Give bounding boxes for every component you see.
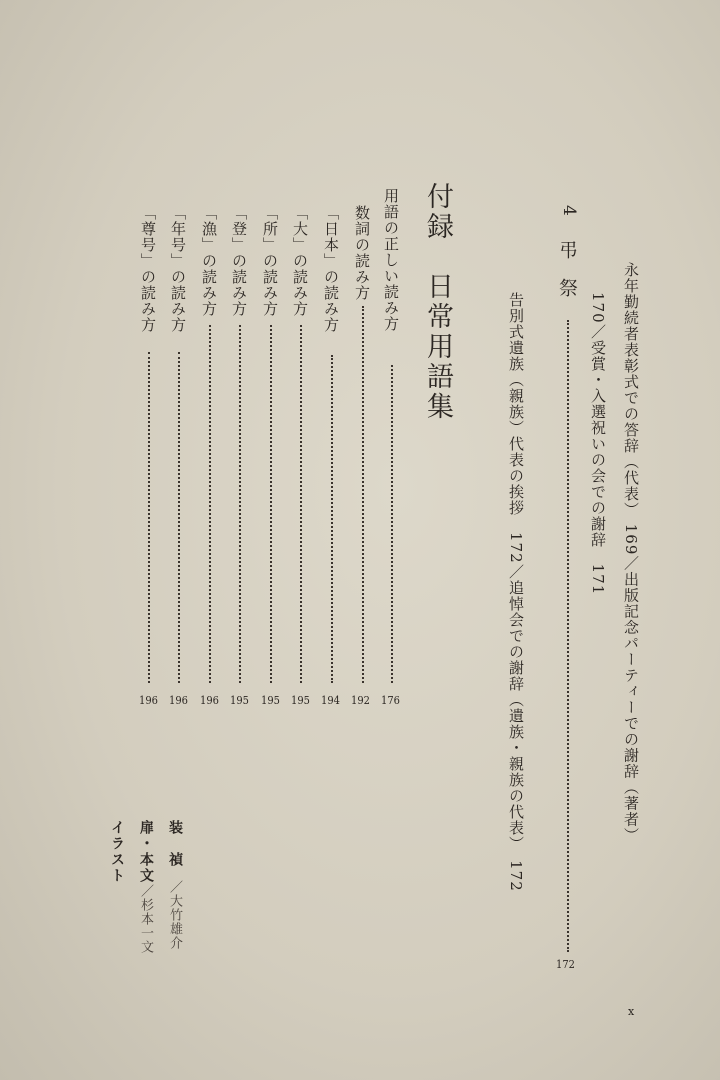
appendix-item-page: 196 <box>139 694 158 707</box>
appendix-item-leader <box>391 365 393 683</box>
appendix-item-label: 「日本」の読み方 <box>322 205 340 333</box>
appendix-item-leader <box>331 355 333 683</box>
section-entry-line-1: 永年勤続者表彰式での答辞（代表） 169／出版記念パーティーでの謝辞（著者） <box>622 262 640 844</box>
appendix-item-page: 195 <box>261 694 280 707</box>
appendix-item-label: 数詞の読み方 <box>353 205 371 301</box>
appendix-item-leader <box>300 325 302 683</box>
appendix-item-label: 「漁」の読み方 <box>200 205 218 317</box>
appendix-item-label: 「大」の読み方 <box>291 205 309 317</box>
section-page-number: 172 <box>556 958 575 971</box>
section-entry-line-3: 告別式遺族（親族）代表の挨拶 172／追悼会での謝辞（遺族・親族の代表） 172 <box>507 292 525 892</box>
appendix-item-label: 「尊号」の読み方 <box>139 205 157 333</box>
appendix-item-label: 用語の正しい読み方 <box>382 188 400 332</box>
section-number: 4 <box>559 205 579 216</box>
section-entry-line-2: 170／受賞・入選祝いの会での謝辞 171 <box>589 292 607 596</box>
appendix-item-page: 192 <box>351 694 370 707</box>
credit-role: 扉・本文 <box>138 820 154 884</box>
appendix-item-leader <box>270 325 272 683</box>
section-leader-dots <box>567 320 569 952</box>
credit-name: ／杉本一文 <box>138 884 153 954</box>
appendix-item-leader <box>362 306 364 683</box>
corner-mark: x <box>628 1005 635 1018</box>
credit-role: 装 禎 <box>167 820 183 868</box>
appendix-item-label: 「登」の読み方 <box>230 205 248 317</box>
section-title: 弔 祭 <box>556 240 578 297</box>
credit-name: ／大竹雄介 <box>167 880 182 950</box>
appendix-title: 付録 日常用語集 <box>422 182 453 422</box>
appendix-item-leader <box>209 325 211 683</box>
credit-name-text: 大竹雄介 <box>167 894 182 950</box>
appendix-item-page: 195 <box>291 694 310 707</box>
appendix-item-page: 176 <box>381 694 400 707</box>
appendix-item-leader <box>178 352 180 683</box>
appendix-item-page: 194 <box>321 694 340 707</box>
appendix-item-leader <box>239 325 241 683</box>
appendix-item-page: 196 <box>200 694 219 707</box>
appendix-item-page: 196 <box>169 694 188 707</box>
credit-name-text: 杉本一文 <box>138 898 153 954</box>
appendix-item-page: 195 <box>230 694 249 707</box>
appendix-item-leader <box>148 352 150 683</box>
credit-role: イラスト <box>109 820 125 884</box>
appendix-item-label: 「所」の読み方 <box>261 205 279 317</box>
appendix-item-label: 「年号」の読み方 <box>169 205 187 333</box>
